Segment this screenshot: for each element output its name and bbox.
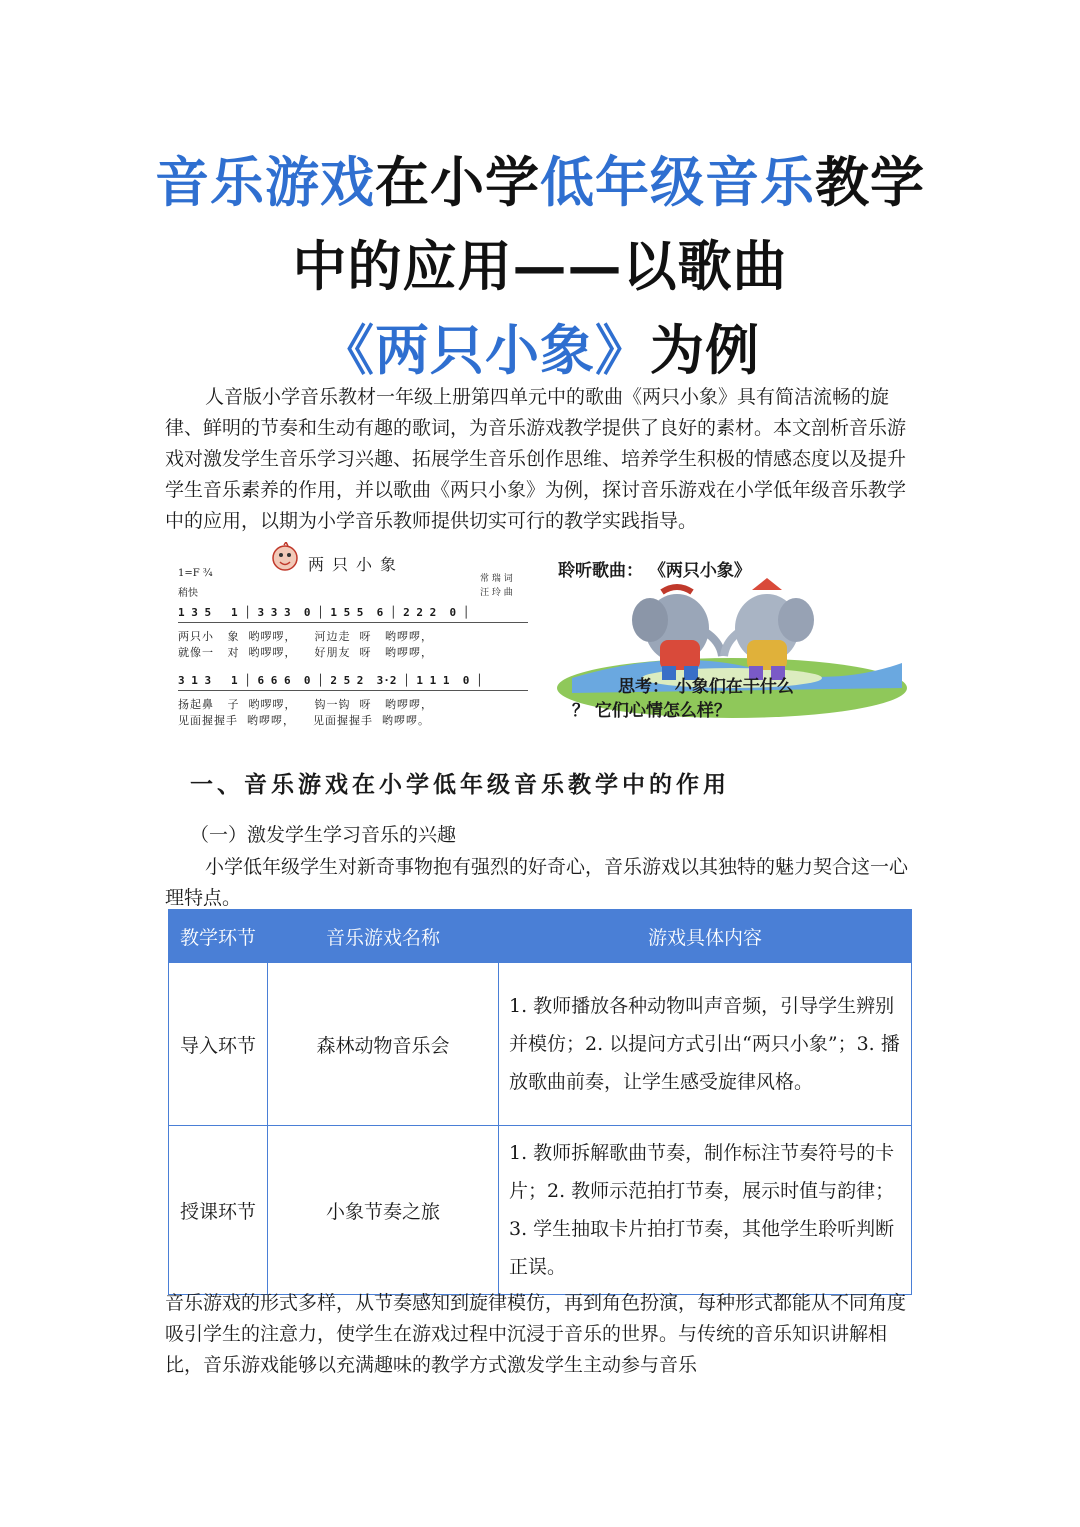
table-cell-stage: 授课环节 (169, 1126, 268, 1295)
table-row (169, 963, 912, 1126)
score-row2-lyric-a: 扬起鼻 子 哟啰啰， 钩一钩 呀 哟啰啰， (178, 698, 433, 711)
table-header-row (169, 910, 912, 963)
title-line-1 (0, 140, 1080, 217)
score-row2-lyric-b: 见面握握手 哟啰啰， 见面握握手 哟啰啰。 (178, 714, 430, 727)
table-cell-stage: 导入环节 (169, 963, 268, 1126)
title-suffix: 为例 (650, 318, 760, 382)
score-rule (178, 690, 528, 691)
title-seg-2: 在小学 (375, 150, 540, 214)
paragraph-2: 音乐游戏的形式多样，从节奏感知到旋律模仿，再到角色扮演，每种形式都能从不同角度吸引学生的注意力，使学生在游戏过程中沉浸于音乐的世界。与传统的音乐知识讲解相比，音乐游戏能够以充满趣味的教学方式激发学生主动参与音乐 (165, 1292, 907, 1376)
score-composer: 汪 玲 曲 (480, 588, 513, 598)
title-song-name: 《两只小象》 (320, 318, 650, 382)
elephant-badge-icon (270, 542, 300, 572)
table-row (169, 1126, 912, 1295)
table-cell-content: 1. 教师拆解歌曲节奏，制作标注节奏符号的卡片；2. 教师示范拍打节奏，展示时值与韵律；3. 学生抽取卡片拍打节奏，其他学生聆听判断正误。 (499, 1126, 912, 1295)
title-line-3 (0, 308, 1080, 385)
sheet-music (168, 540, 538, 730)
section-heading: 一、音乐游戏在小学低年级音乐教学中的作用 (190, 772, 730, 798)
score-credits (480, 572, 513, 600)
table-cell-game: 森林动物音乐会 (268, 963, 499, 1126)
table-header-game: 音乐游戏名称 (268, 910, 499, 963)
score-rule (178, 622, 528, 623)
table-header-content: 游戏具体内容 (499, 910, 912, 963)
sub-heading: （一）激发学生学习音乐的兴趣 (190, 824, 457, 846)
score-tempo: 稍快 (178, 588, 198, 599)
table-header-stage: 教学环节 (169, 910, 268, 963)
elephant-illustration (552, 548, 912, 728)
score-row1-lyric-b: 就像一 对 哟啰啰， 好朋友 呀 哟啰啰， (178, 646, 433, 659)
title-seg-3: 低年级音乐 (540, 150, 815, 214)
score-song-title: 两只小象 (308, 555, 405, 574)
illustration-caption: 聆听歌曲： 《两只小象》 (558, 561, 751, 581)
illustration-question-1: 思考： 小象们在干什么 (618, 677, 794, 697)
intro-paragraph: 人音版小学音乐教材一年级上册第四单元中的歌曲《两只小象》具有简洁流畅的旋律、鲜明的节奏和生动有趣的歌词，为音乐游戏教学提供了良好的素材。本文剖析音乐游戏对激发学生音乐学习兴趣、拓展学生音乐创作思维、培养学生积极的情感态度以及提升学生音乐素养的作用，并以歌曲《两只小象》为例，探讨音乐游戏在小学低年级音乐教学中的应用，以期为小学音乐教师提供切实可行的教学实践指导。 (165, 386, 907, 532)
table-cell-content: 1. 教师播放各种动物叫声音频，引导学生辨别并模仿；2. 以提问方式引出“两只小象”；3. 播放歌曲前奏，让学生感受旋律风格。 (499, 963, 912, 1126)
game-table (168, 909, 912, 1295)
score-key: 1=F ¾ (178, 568, 213, 579)
score-row1-notes: 1 3 5 1 │ 3 3 3 0 │ 1 5 5 6 │ 2 2 2 0 │ (178, 606, 470, 619)
table-cell-game: 小象节奏之旅 (268, 1126, 499, 1295)
score-lyricist: 常 瑞 词 (480, 574, 513, 584)
title-seg-1: 音乐游戏 (155, 150, 375, 214)
score-row1-lyric-a: 两只小 象 哟啰啰， 河边走 呀 哟啰啰， (178, 630, 433, 643)
illustration-question-2: ？ 它们心情怎么样？ (572, 701, 731, 721)
paragraph-1: 小学低年级学生对新奇事物抱有强烈的好奇心，音乐游戏以其独特的魅力契合这一心理特点。 (165, 856, 909, 909)
title-line-2: 中的应用——以歌曲 (292, 234, 788, 298)
title-seg-4: 教学 (815, 150, 925, 214)
score-row2-notes: 3 1 3 1 │ 6 6 6 0 │ 2 5 2 3·2 │ 1 1 1 0 │ (178, 674, 483, 687)
